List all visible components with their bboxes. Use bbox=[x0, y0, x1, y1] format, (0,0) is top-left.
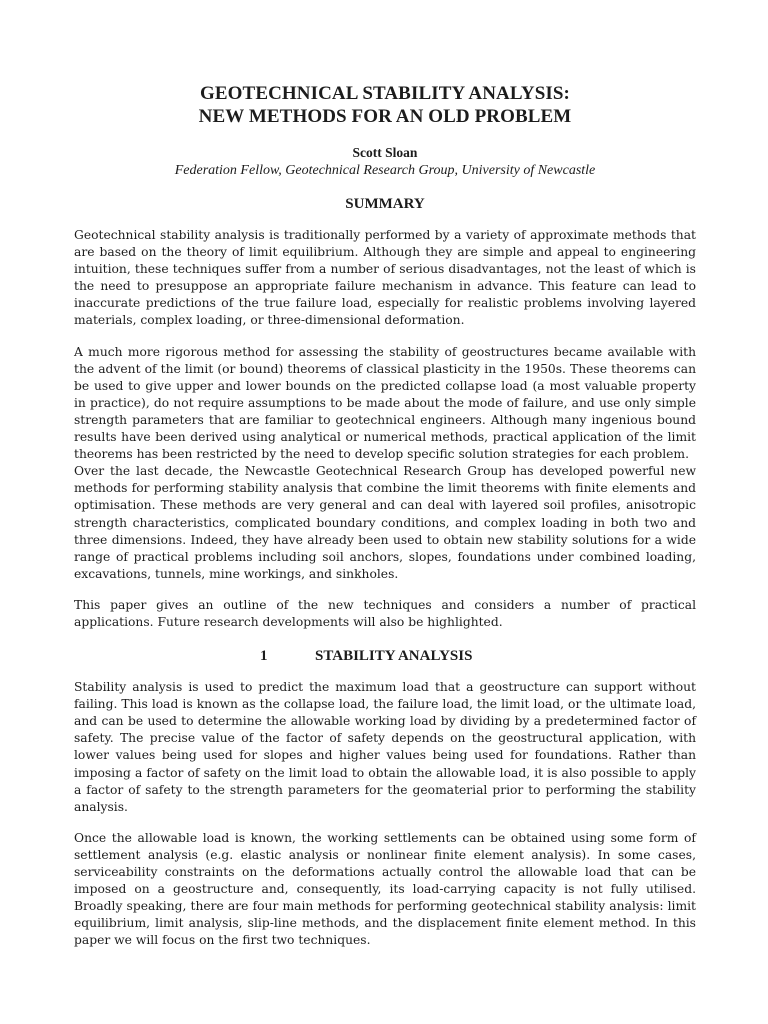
summary-paragraph-4: This paper gives an outline of the new techniques and considers a number of practical applications. Future research developments will also be highlighted. bbox=[74, 597, 696, 629]
summary-heading: SUMMARY bbox=[345, 196, 425, 212]
section-1-title: STABILITY ANALYSIS bbox=[315, 648, 473, 665]
author-affiliation: Federation Fellow, Geotechnical Research Group, University of Newcastle bbox=[174, 163, 596, 178]
summary-paragraph-2: A much more rigorous method for assessing the stability of geostructures became available with the advent of the limit (or bound) theorems of classical plasticity in the 1950s. These theorems can be used to give upper and lower bounds on the predicted collapse load (a most valuable property in practice), do not require assumptions to be made about the mode of failure, and use only simple strength parameters that are familiar to geotechnical engineers. Although many ingenious bound results have been derived using analytical or numerical methods, practical application of the limit theorems has been restricted by the need to develop specific solution strategies for each problem. bbox=[74, 344, 696, 462]
summary-paragraph-1: Geotechnical stability analysis is traditionally performed by a variety of approximate methods that are based on the theory of limit equilibrium. Although they are simple and appeal to engineering intuition, these techniques suffer from a number of serious disadvantages, not the least of which is the need to presuppose an appropriate failure mechanism in advance. This feature can lead to inaccurate predictions of the true failure load, especially for realistic problems involving layered materials, complex loading, or three-dimensional deformation. bbox=[74, 228, 696, 328]
section-1-heading bbox=[74, 647, 696, 665]
title-line-1: GEOTECHNICAL STABILITY ANALYSIS: bbox=[200, 83, 570, 104]
section-1-paragraph-1: Stability analysis is used to predict the maximum load that a geostructure can support without failing. This load is known as the collapse load, the failure load, the limit load, or the ultimate load, and can be used to determine the allowable working load by dividing by a predetermined factor of safety. The precise value of the factor of safety depends on the geostructural application, with lower values being used for slopes and higher values being used for foundations. Rather than imposing a factor of safety on the limit load to obtain the allowable load, it is also possible to apply a factor of safety to the strength parameters for the geomaterial prior to performing the stability analysis. bbox=[74, 680, 696, 814]
document-title bbox=[74, 82, 696, 128]
section-1-paragraph-2: Once the allowable load is known, the working settlements can be obtained using some form of settlement analysis (e.g. elastic analysis or nonlinear finite element analysis). In some cases, serviceability constraints on the deformations actually control the allowable load that can be imposed on a geostructure and, consequently, its load-carrying capacity is not fully utilised. Broadly speaking, there are four main methods for performing geotechnical stability analysis: limit equilibrium, limit analysis, slip-line methods, and the displacement finite element method. In this paper we will focus on the first two techniques. bbox=[74, 830, 696, 948]
author-name: Scott Sloan bbox=[352, 145, 418, 160]
summary-paragraph-3: Over the last decade, the Newcastle Geotechnical Research Group has developed powerful new methods for performing stability analysis that combine the limit theorems with finite elements and optimisation. These methods are very general and can deal with layered soil profiles, anisotropic strength characteristics, complicated boundary conditions, and complex loading in both two and three dimensions. Indeed, they have already been used to obtain new stability solutions for a wide range of practical problems including soil anchors, slopes, foundations under combined loading, excavations, tunnels, mine workings, and sinkholes. bbox=[74, 464, 696, 581]
section-1-number: 1 bbox=[260, 648, 268, 665]
title-line-2: NEW METHODS FOR AN OLD PROBLEM bbox=[198, 106, 572, 127]
